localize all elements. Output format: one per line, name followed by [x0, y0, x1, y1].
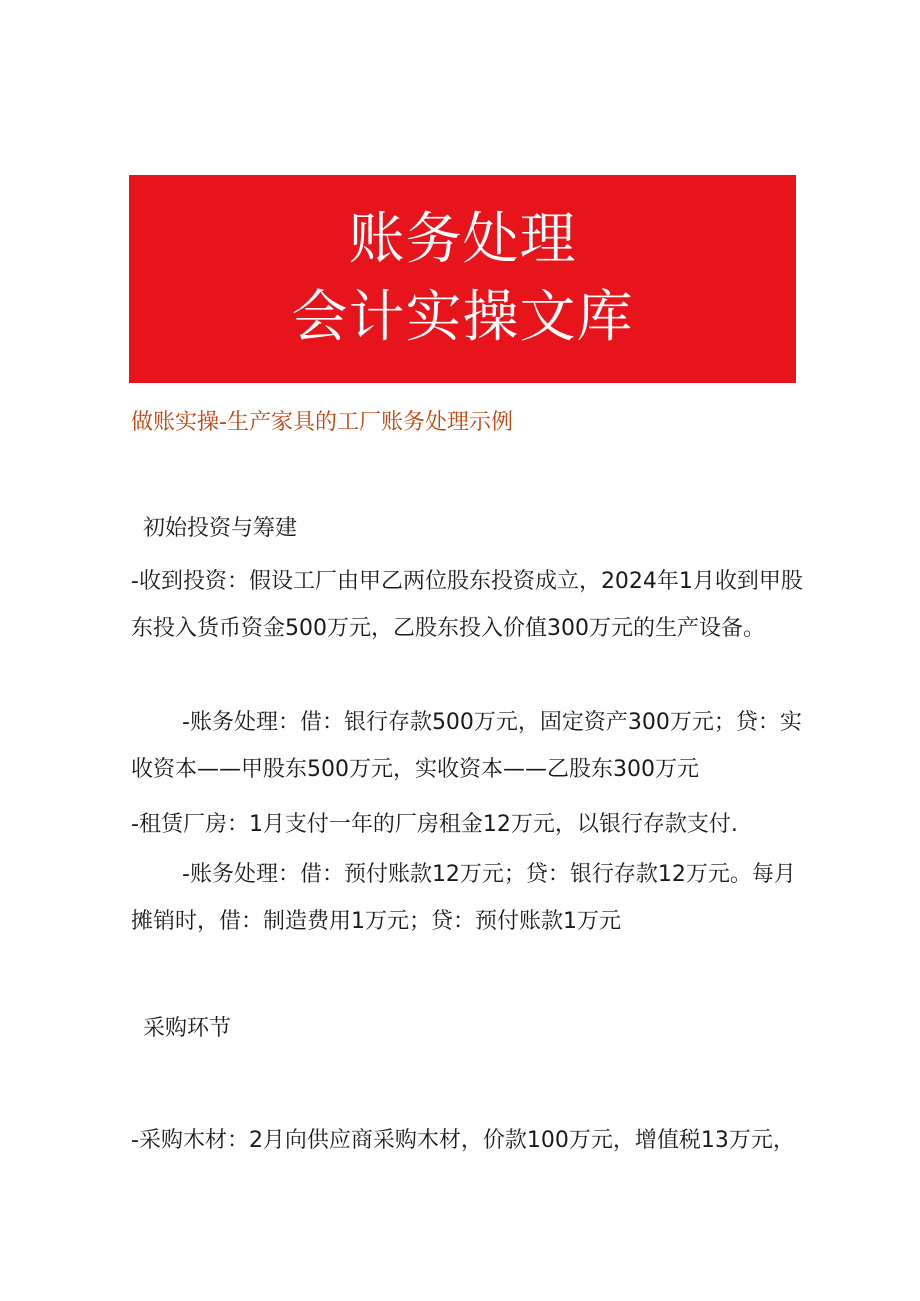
paragraph-lease-entry: -账务处理：借：预付账款12万元；贷：银行存款12万元。每月摊销时，借：制造费用1万元；贷：预付账款1万元 [131, 862, 796, 934]
banner-title-line-2: 会计实操文库 [291, 285, 634, 350]
paragraph-lease-factory: -租赁厂房：1月支付一年的厂房租金12万元，以银行存款支付. [131, 812, 738, 837]
paragraph-receive-investment: -收到投资：假设工厂由甲乙两位股东投资成立，2024年1月收到甲股东投入货币资金500万元，乙股东投入价值300万元的生产设备。 [131, 569, 803, 641]
paragraph-investment-entry: -账务处理：借：银行存款500万元，固定资产300万元；贷：实收资本——甲股东500万元，实收资本——乙股东300万元 [131, 710, 802, 782]
title-banner [129, 175, 796, 383]
banner-title-line-1: 账务处理 [348, 207, 577, 272]
document-subtitle: 做账实操-生产家具的工厂账务处理示例 [131, 410, 513, 435]
paragraph-purchase-timber: -采购木材：2月向供应商采购木材，价款100万元，增值税13万元， [131, 1128, 795, 1153]
section-heading-initial-investment: 初始投资与筹建 [143, 516, 298, 541]
section-heading-procurement: 采购环节 [143, 1016, 232, 1041]
